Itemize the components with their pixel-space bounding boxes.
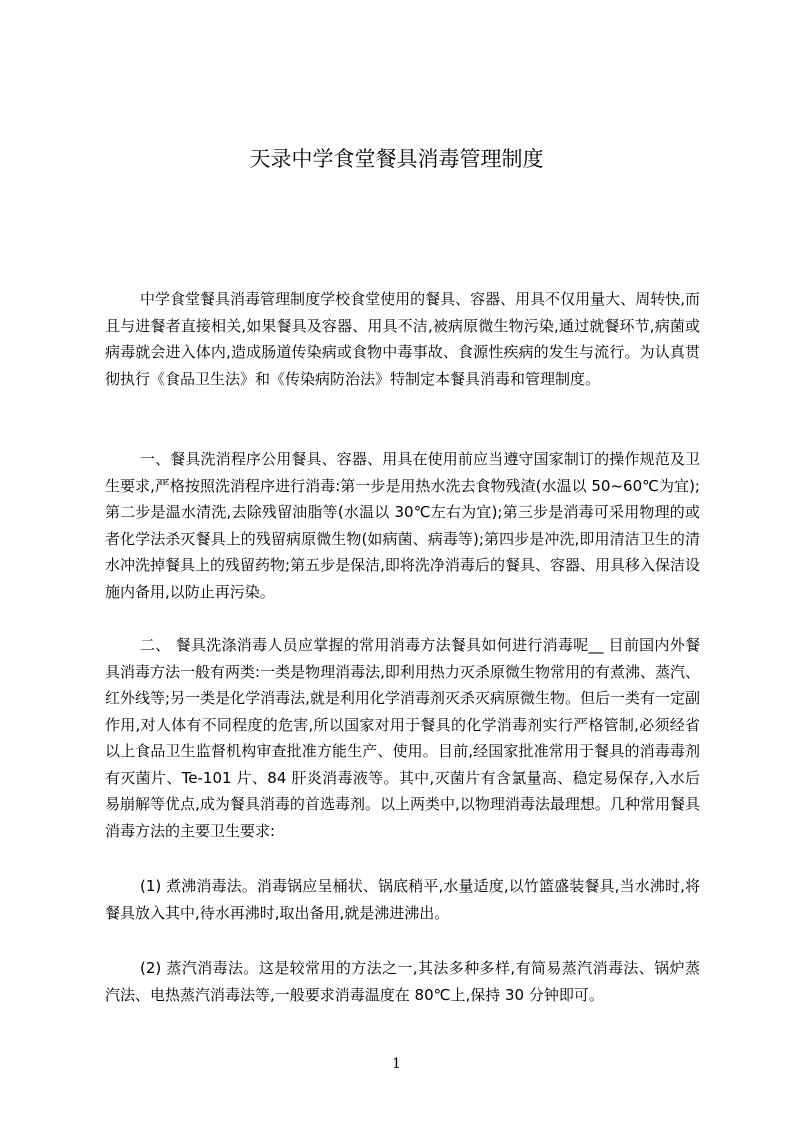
paragraph-section-one: 一、餐具洗消程序公用餐具、容器、用具在使用前应当遵守国家制订的操作规范及卫生要求,严格按照洗消程序进行消毒:第一步是用热水洗去食物残渣(水温以 50~60℃为宜);第二步是温水清洗,去除残留油脂等(水温以 30℃左右为宜);第三步是消毒可采用物理的或者化学法杀灭餐具上的残留病原微生物(如病菌、病毒等);第四步是冲洗,即用清洁卫生的清水冲洗掉餐具上的残留药物;第五步是保洁,即将洗净消毒后的餐具、容器、用具移入保洁设施内备用,以防止再污染。	[105, 450, 700, 601]
paragraph-method-boiling: (1) 煮沸消毒法。消毒锅应呈桶状、锅底稍平,水量适度,以竹篮盛装餐具,当水沸时,将餐具放入其中,待水再沸时,取出备用,就是沸进沸出。	[105, 877, 700, 922]
paragraph-method-steam: (2) 蒸汽消毒法。这是较常用的方法之一,其法多种多样,有简易蒸汽消毒法、锅炉蒸汽法、电热蒸汽消毒法等,一般要求消毒温度在 80℃上,保持 30 分钟即可。	[105, 959, 700, 1004]
page-number: 1	[392, 1056, 401, 1072]
document-title: 天录中学食堂餐具消毒管理制度	[249, 147, 544, 171]
paragraph-section-two: 二、 餐具洗涤消毒人员应掌握的常用消毒方法餐具如何进行消毒呢__ 目前国内外餐具消毒方法一般有两类:一类是物理消毒法,即利用热力灭杀原微生物常用的有煮沸、蒸汽、红外线等;另一类是化学消毒法,就是利用化学消毒剂灭杀灭病原微生物。但后一类有一定副作用,对人体有不同程度的危害,所以国家对用于餐具的化学消毒剂实行严格管制,必须经省以上食品卫生监督机构审查批准方能生产、使用。目前,经国家批准常用于餐具的消毒毒剂有灭菌片、Te-101 片、84 肝炎消毒液等。其中,灭菌片有含氯量高、稳定易保存,入水后易崩解等优点,成为餐具消毒的首选毒剂。以上两类中,以物理消毒法最理想。几种常用餐具消毒方法的主要卫生要求:	[105, 636, 700, 840]
paragraph-intro: 中学食堂餐具消毒管理制度学校食堂使用的餐具、容器、用具不仅用量大、周转快,而且与进餐者直接相关,如果餐具及容器、用具不洁,被病原微生物污染,通过就餐环节,病菌或病毒就会进入体内,造成肠道传染病或食物中毒事故、食源性疾病的发生与流行。为认真贯彻执行《食品卫生法》和《传染病防治法》特制定本餐具消毒和管理制度。	[105, 290, 700, 388]
